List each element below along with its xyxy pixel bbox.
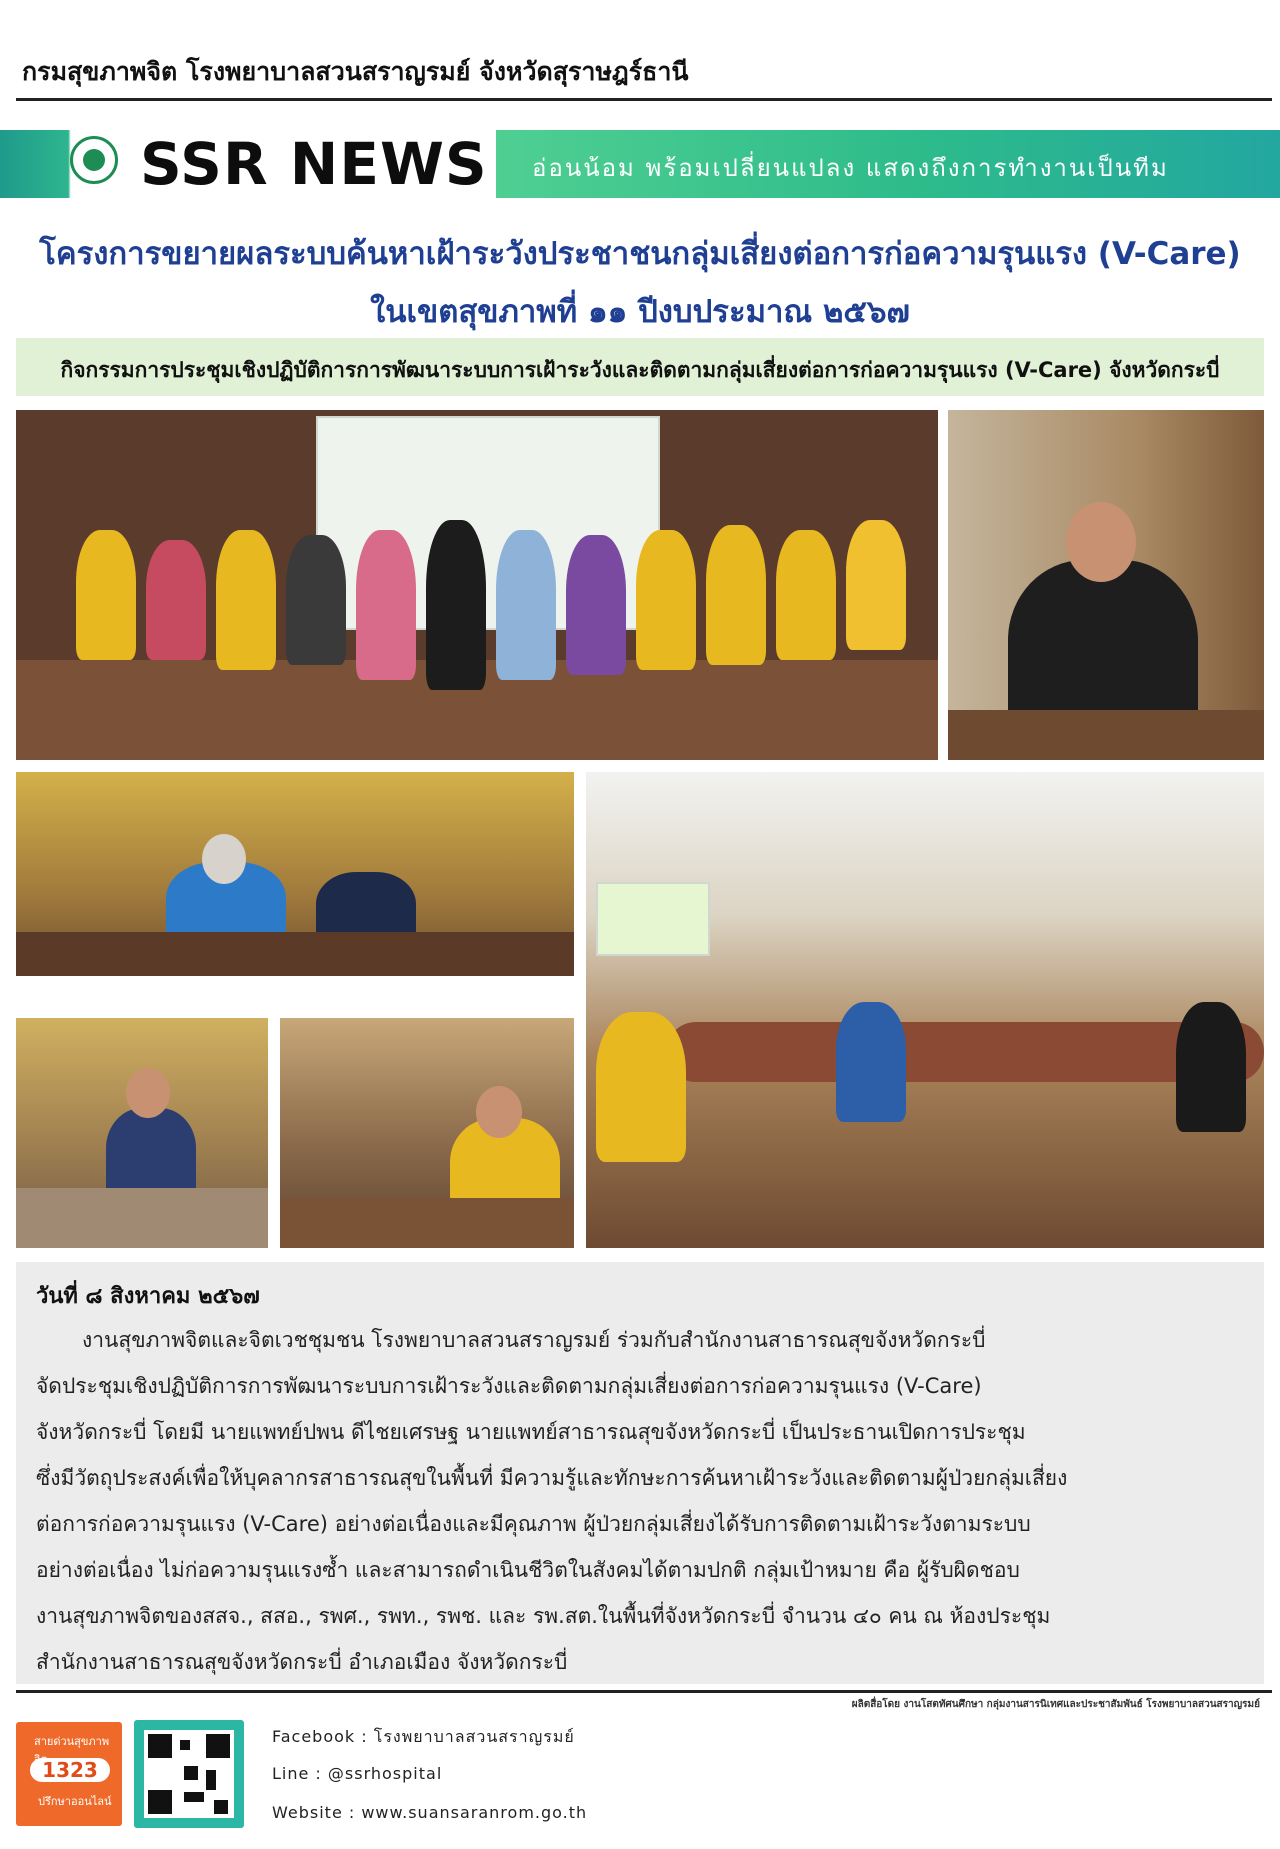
participants-photo-2	[16, 1018, 268, 1248]
group-photo	[16, 410, 938, 760]
production-credit: ผลิตสื่อโดย งานโสตทัศนศึกษา กลุ่มงานสารนิเทศและประชาสัมพันธ์ โรงพยาบาลสวนสราญรมย์	[851, 1699, 1260, 1710]
hotline-badge	[16, 1722, 122, 1826]
paragraph-line: อย่างต่อเนื่อง ไม่ก่อความรุนแรงซ้ำ และสามารถดำเนินชีวิตในสังคมได้ตามปกติ กลุ่มเป้าหมาย คือ ผู้รับผิดชอบ	[36, 1558, 1020, 1582]
news-banner	[0, 130, 1280, 198]
participants-photo-1	[16, 772, 574, 976]
banner-left-panel	[0, 130, 488, 198]
top-divider	[16, 98, 1272, 101]
paragraph-line: ซึ่งมีวัตถุประสงค์เพื่อให้บุคลากรสาธารณสุขในพื้นที่ มีความรู้และทักษะการค้นหาเฝ้าระวังและติดตามผู้ป่วยกลุ่มเสี่ยง	[36, 1466, 1068, 1490]
department-logo-icon	[70, 136, 118, 184]
meeting-room-photo	[586, 772, 1264, 1248]
organization-header: กรมสุขภาพจิต โรงพยาบาลสวนสราญรมย์ จังหวัดสุราษฎร์ธานี	[22, 57, 689, 86]
line-contact: Line : @ssrhospital	[272, 1764, 443, 1783]
qr-code-icon[interactable]	[134, 1720, 244, 1828]
paragraph-line: จังหวัดกระบี่ โดยมี นายแพทย์ปพน ดีไชยเศรษฐ นายแพทย์สาธารณสุขจังหวัดกระบี่ เป็นประธานเปิดการประชุม	[36, 1420, 1026, 1444]
chairman-photo	[948, 410, 1264, 760]
bottom-divider	[16, 1690, 1272, 1693]
hotline-label: สายด่วนสุขภาพ	[34, 1735, 110, 1748]
hotline-number: 1323	[30, 1758, 110, 1782]
project-title-line-2: ในเขตสุขภาพที่ ๑๑ ปีงบประมาณ ๒๕๖๗	[370, 294, 910, 330]
activity-title: กิจกรรมการประชุมเชิงปฏิบัติการการพัฒนาระบบการเฝ้าระวังและติดตามกลุ่มเสี่ยงต่อการก่อความรุนแรง (V-Care) จังหวัดกระบี่	[60, 358, 1220, 382]
paragraph-line: ต่อการก่อความรุนแรง (V-Care) อย่างต่อเนื่องและมีคุณภาพ ผู้ป่วยกลุ่มเสี่ยงได้รับการติดตามเฝ้าระวังตามระบบ	[36, 1512, 1031, 1536]
paragraph-line: งานสุขภาพจิตและจิตเวชชุมชน โรงพยาบาลสวนสราญรมย์ ร่วมกับสำนักงานสาธารณสุขจังหวัดกระบี่	[82, 1328, 986, 1352]
article-body	[16, 1262, 1264, 1684]
project-title-line-1: โครงการขยายผลระบบค้นหาเฝ้าระวังประชาชนกลุ่มเสี่ยงต่อการก่อความรุนแรง (V-Care)	[39, 236, 1241, 272]
banner-title: SSR NEWS	[140, 130, 488, 198]
banner-tagline: อ่อนน้อม พร้อมเปลี่ยนแปลง แสดงถึงการทำงานเป็นทีม	[532, 154, 1169, 182]
banner-right-panel	[496, 130, 1280, 198]
paragraph-line: สำนักงานสาธารณสุขจังหวัดกระบี่ อำเภอเมือง จังหวัดกระบี่	[36, 1650, 568, 1674]
facebook-contact: Facebook : โรงพยาบาลสวนสราญรมย์	[272, 1727, 575, 1746]
participants-photo-3	[280, 1018, 574, 1248]
paragraph-line: งานสุขภาพจิตของสสจ., สสอ., รพศ., รพท., รพช. และ รพ.สต.ในพื้นที่จังหวัดกระบี่ จำนวน ๔๐ คน ณ ห้องประชุม	[36, 1604, 1051, 1628]
article-date: วันที่ ๘ สิงหาคม ๒๕๖๗	[36, 1284, 260, 1309]
hotline-consult-label: ปรึกษาออนไลน์	[38, 1795, 112, 1808]
website-contact: Website : www.suansaranrom.go.th	[272, 1803, 588, 1822]
activity-bar	[16, 338, 1264, 396]
paragraph-line: จัดประชุมเชิงปฏิบัติการการพัฒนาระบบการเฝ้าระวังและติดตามกลุ่มเสี่ยงต่อการก่อความรุนแรง (V-Care)	[36, 1374, 982, 1398]
